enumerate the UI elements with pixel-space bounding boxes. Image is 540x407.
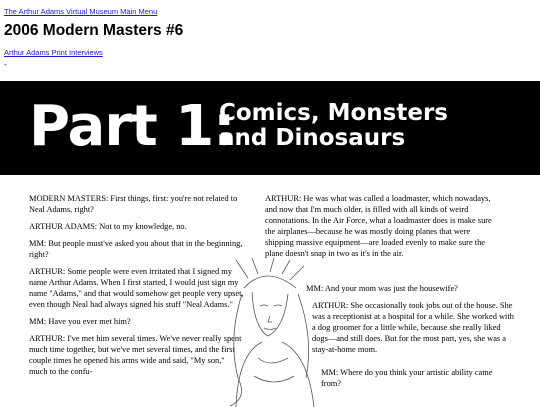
left-column — [29, 193, 245, 383]
left-paragraph: ARTHUR: I've met him several times. We've never really spent much time together, but we've met several times, and the first couple times he opened his arms wide and said, "My son," much to the confu- — [29, 334, 242, 376]
right-paragraph-question: MM: And your mom was just the housewife? — [306, 284, 458, 293]
print-interviews-link[interactable]: Arthur Adams Print Interviews — [4, 48, 103, 57]
chapter-banner — [0, 81, 540, 175]
banner-part-label: Part 1: — [29, 94, 235, 159]
left-paragraph: MODERN MASTERS: First things, first: you're not related to Neal Adams, right? — [29, 194, 238, 214]
page-title: 2006 Modern Masters #6 — [4, 22, 184, 39]
banner-subtitle-line2: and Dinosaurs — [219, 125, 406, 151]
banner-subtitle-line1: Comics, Monsters — [219, 100, 448, 126]
left-paragraph: MM: But people must've asked you about that in the beginning, right? — [29, 239, 243, 259]
right-column-intro — [265, 193, 501, 265]
left-paragraph: ARTHUR ADAMS: Not to my knowledge, no. — [29, 222, 187, 231]
left-paragraph: ARTHUR: Some people were even irritated that I signed my name Arthur Adams. When I first started, I would just sign my name "Adams," and that would somehow get people very upset, even though Neal had always signed his stuff "Neal Adams." — [29, 267, 244, 309]
main-menu-link[interactable]: The Arthur Adams Virtual Museum Main Menu — [4, 7, 158, 16]
right-paragraph-answer: ARTHUR: She occasionally took jobs out of the house. She was a receptionist at a hospital for a while. She worked with a dog groomer for a little while, because she really liked dogs—and still does. But for the most part, yes, she was a stay-at-home mom. — [312, 301, 514, 354]
left-paragraph: MM: Have you ever met him? — [29, 317, 131, 326]
banner-subtitle — [219, 101, 448, 151]
right-paragraph-question: MM: Where do you think your artistic ability came from? — [321, 368, 493, 388]
right-paragraph: ARTHUR: He was what was called a loadmaster, which nowadays, and now that I'm much older, is filled with all kinds of weird connotations. In the Air Force, what a loadmaster does is make sure the airplanes—because he was mostly doing planes that were shipping massive equipment—are loaded evenly to make sure the plane doesn't snap in two as it's in the air. — [265, 194, 492, 258]
separator: - — [4, 60, 7, 69]
